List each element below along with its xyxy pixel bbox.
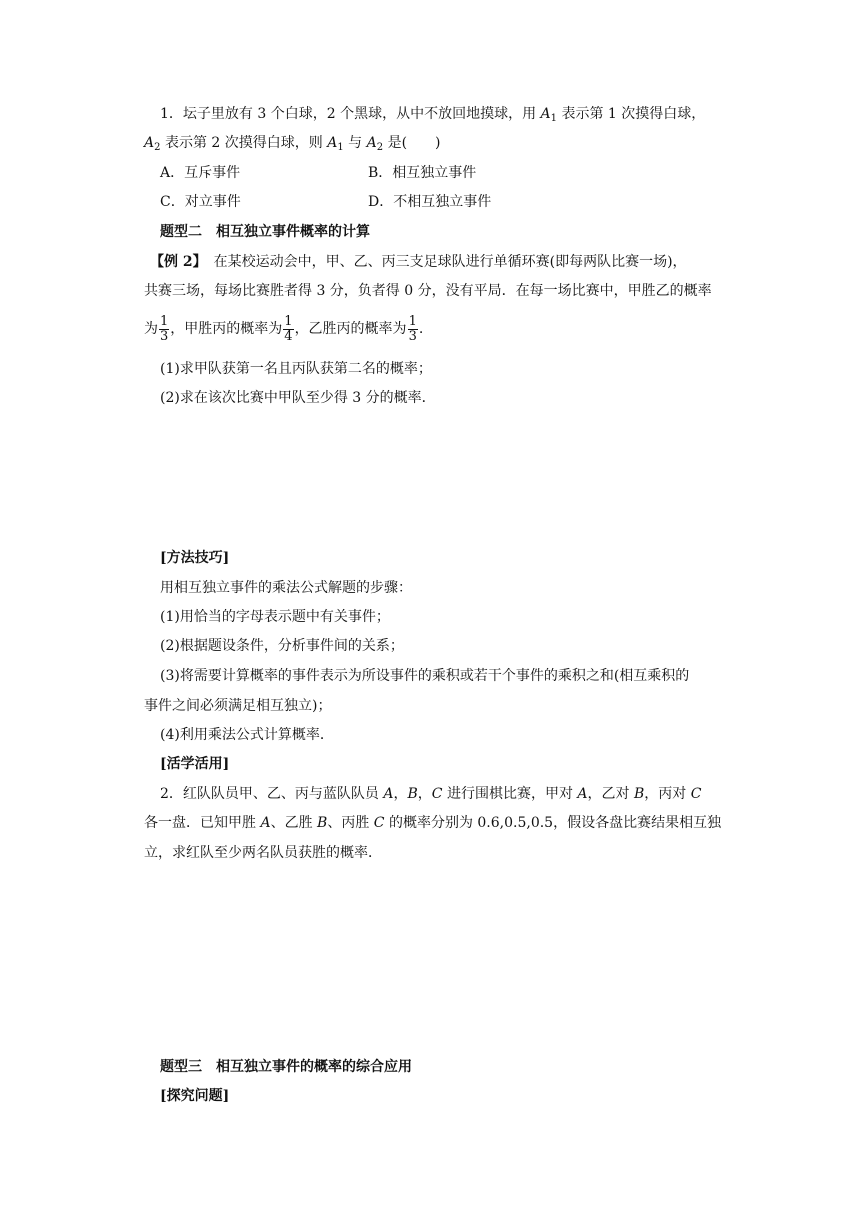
example2-line-2: 共赛三场，每场比赛胜者得 3 分，负者得 0 分，没有平局．在每一场比赛中，甲胜乙的概率 — [144, 283, 712, 299]
section-heading-type3: 题型三 相互独立事件的概率的综合应用 — [160, 1059, 412, 1075]
fraction-one-third: $\frac{1}{3}$ — [160, 313, 169, 344]
q1-line-1: 1．坛子里放有 3 个白球，2 个黑球，从中不放回地摸球，用 $A_1$ 表示第 1 次摸得白球， — [160, 106, 706, 124]
q1-option-a: A．互斥事件 — [160, 165, 241, 181]
example2-line-3: 为 $\frac{1}{3}$ ，甲胜丙的概率为 $\frac{1}{4}$ ，乙胜丙的概率为 $\frac{1}{3}$ . — [144, 313, 424, 344]
example2-question-1: (1)求甲队获第一名且丙队获第二名的概率； — [160, 361, 432, 377]
example2-line-1: 【例 2】 在某校运动会中，甲、乙、丙三支足球队进行单循环赛(即每两队比赛一场)， — [150, 254, 687, 270]
explore-heading: [探究问题] — [160, 1088, 230, 1104]
method-heading: [方法技巧] — [160, 550, 230, 566]
practice-line-3: 立，求红队至少两名队员获胜的概率． — [144, 845, 382, 861]
practice-heading: [活学活用] — [160, 756, 230, 772]
example2-label: 【例 2】 — [150, 254, 200, 270]
q1-line-2: $A_2$ 表示第 2 次摸得白球，则 $A_1$ 与 $A_2$ 是( ) — [144, 135, 441, 153]
method-step-3-line-1: (3)将需要计算概率的事件表示为所设事件的乘积或若干个事件的乘积之和(相互乘积的 — [160, 668, 690, 684]
method-step-2: (2)根据题设条件，分析事件间的关系； — [160, 638, 404, 654]
q1-option-b: B．相互独立事件 — [368, 165, 477, 181]
practice-line-1: 2．红队队员甲、乙、丙与蓝队队员 A，B，C 进行围棋比赛，甲对 A，乙对 B，丙对 C — [160, 786, 702, 802]
fraction-one-third: $\frac{1}{3}$ — [408, 313, 417, 344]
method-step-3-line-2: 事件之间必须满足相互独立)； — [144, 698, 332, 714]
q1-option-c: C．对立事件 — [160, 194, 241, 210]
method-intro: 用相互独立事件的乘法公式解题的步骤： — [160, 580, 412, 596]
fraction-one-quarter: $\frac{1}{4}$ — [284, 313, 293, 344]
practice-line-2: 各一盘．已知甲胜 A、乙胜 B、丙胜 C 的概率分别为 0.6,0.5,0.5，假设各盘比赛结果相互独 — [144, 815, 722, 831]
method-step-4: (4)利用乘法公式计算概率． — [160, 727, 334, 743]
q1-option-d: D．不相互独立事件 — [368, 194, 492, 210]
example2-question-2: (2)求在该次比赛中甲队至少得 3 分的概率． — [160, 390, 436, 406]
section-heading-type2: 题型二 相互独立事件概率的计算 — [160, 224, 370, 240]
method-step-1: (1)用恰当的字母表示题中有关事件； — [160, 609, 390, 625]
